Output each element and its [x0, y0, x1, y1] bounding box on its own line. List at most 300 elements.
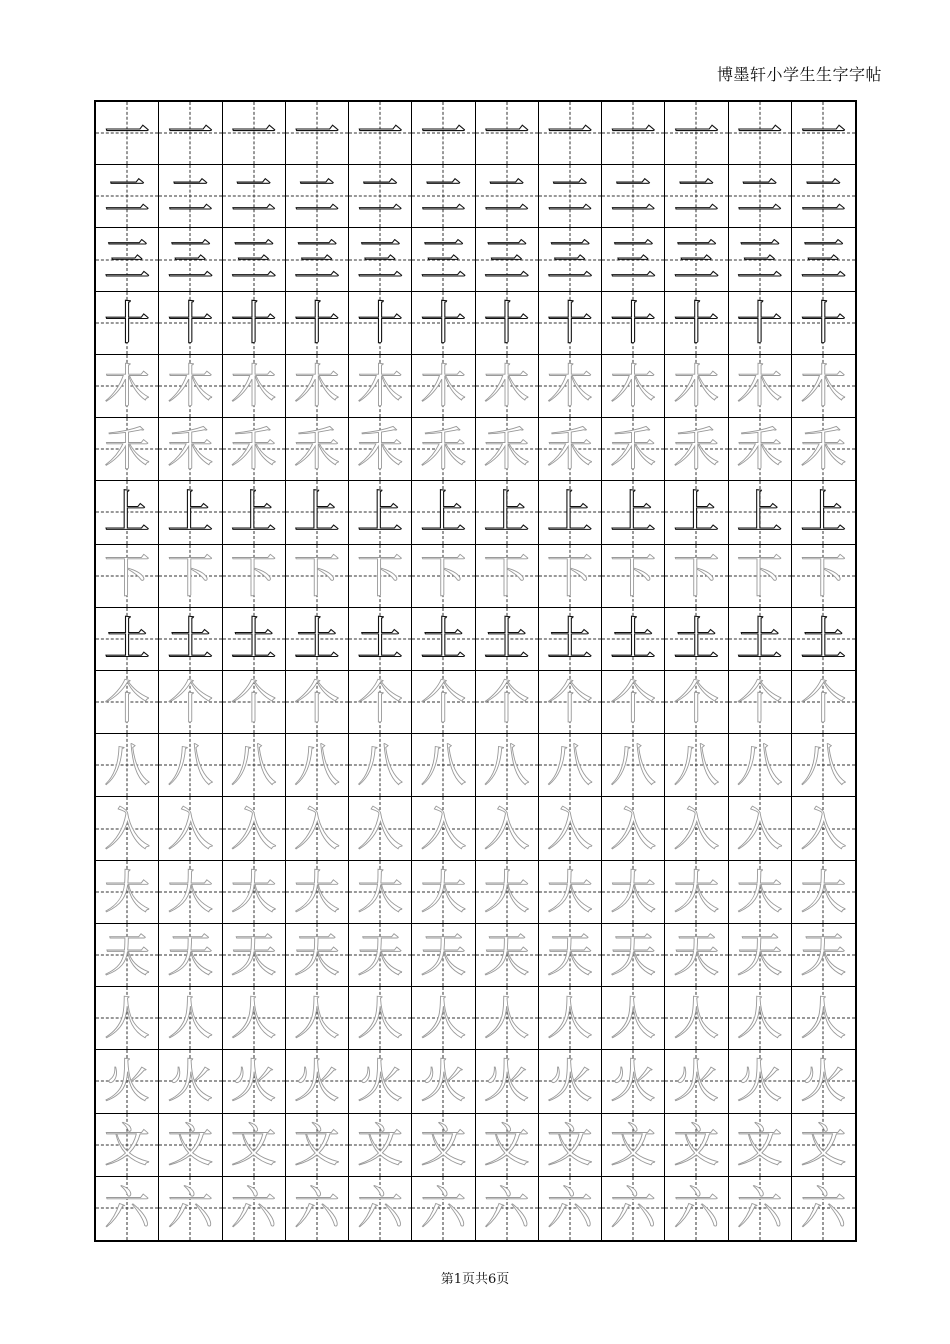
practice-cell — [412, 608, 475, 671]
practice-cell — [96, 481, 159, 544]
practice-cell — [792, 861, 855, 924]
practice-cell — [349, 797, 412, 860]
tracing-character: 上 — [800, 485, 847, 540]
practice-cell — [349, 608, 412, 671]
tracing-character: 入 — [293, 801, 340, 856]
tracing-character: 天 — [800, 927, 847, 982]
practice-cell — [412, 418, 475, 481]
tracing-character: 天 — [167, 927, 214, 982]
tracing-character: 一 — [357, 106, 404, 161]
practice-cell — [286, 545, 349, 608]
tracing-character: 木 — [167, 358, 214, 413]
tracing-character: 入 — [800, 801, 847, 856]
practice-cell — [476, 671, 539, 734]
tracing-character: 火 — [610, 1054, 657, 1109]
tracing-character: 八 — [293, 738, 340, 793]
practice-cell — [665, 481, 728, 544]
practice-cell — [602, 734, 665, 797]
tracing-character: 禾 — [736, 422, 783, 477]
practice-cell — [539, 1114, 602, 1177]
practice-cell — [476, 102, 539, 165]
tracing-character: 六 — [104, 1181, 151, 1236]
tracing-character: 火 — [800, 1054, 847, 1109]
practice-cell — [729, 671, 792, 734]
tracing-character: 上 — [293, 485, 340, 540]
practice-cell — [223, 608, 286, 671]
tracing-character: 个 — [420, 675, 467, 730]
practice-cell — [223, 1177, 286, 1240]
tracing-character: 八 — [800, 738, 847, 793]
tracing-character: 三 — [736, 232, 783, 287]
tracing-character: 大 — [357, 864, 404, 919]
practice-cell — [223, 292, 286, 355]
practice-cell — [665, 987, 728, 1050]
tracing-character: 禾 — [483, 422, 530, 477]
practice-cell — [159, 545, 222, 608]
tracing-character: 上 — [673, 485, 720, 540]
tracing-character: 八 — [104, 738, 151, 793]
practice-cell — [349, 418, 412, 481]
practice-cell — [223, 734, 286, 797]
tracing-character: 禾 — [293, 422, 340, 477]
tracing-character: 一 — [420, 106, 467, 161]
practice-cell — [729, 545, 792, 608]
practice-cell — [286, 102, 349, 165]
tracing-character: 土 — [293, 611, 340, 666]
tracing-character: 三 — [293, 232, 340, 287]
tracing-character: 木 — [483, 358, 530, 413]
practice-cell — [223, 355, 286, 418]
practice-cell — [539, 545, 602, 608]
tracing-character: 大 — [167, 864, 214, 919]
practice-cell — [96, 924, 159, 987]
practice-cell — [159, 671, 222, 734]
practice-cell — [729, 734, 792, 797]
tracing-character: 土 — [736, 611, 783, 666]
tracing-character: 文 — [673, 1117, 720, 1172]
tracing-character: 上 — [610, 485, 657, 540]
tracing-character: 人 — [673, 991, 720, 1046]
tracing-character: 木 — [357, 358, 404, 413]
practice-cell — [476, 481, 539, 544]
tracing-character: 个 — [357, 675, 404, 730]
tracing-character: 上 — [546, 485, 593, 540]
practice-cell — [665, 608, 728, 671]
tracing-character: 文 — [546, 1117, 593, 1172]
tracing-character: 火 — [167, 1054, 214, 1109]
tracing-character: 个 — [546, 675, 593, 730]
practice-cell — [349, 987, 412, 1050]
practice-cell — [286, 608, 349, 671]
practice-cell — [665, 355, 728, 418]
tracing-character: 人 — [104, 991, 151, 1046]
tracing-character: 二 — [546, 169, 593, 224]
tracing-character: 文 — [610, 1117, 657, 1172]
tracing-character: 大 — [483, 864, 530, 919]
tracing-character: 六 — [610, 1181, 657, 1236]
practice-cell — [476, 608, 539, 671]
tracing-character: 火 — [546, 1054, 593, 1109]
tracing-character: 六 — [546, 1181, 593, 1236]
tracing-character: 大 — [610, 864, 657, 919]
tracing-character: 土 — [230, 611, 277, 666]
tracing-character: 木 — [610, 358, 657, 413]
tracing-character: 上 — [104, 485, 151, 540]
tracing-character: 天 — [230, 927, 277, 982]
tracing-character: 六 — [167, 1181, 214, 1236]
tracing-character: 八 — [230, 738, 277, 793]
tracing-character: 木 — [104, 358, 151, 413]
practice-cell — [792, 545, 855, 608]
tracing-character: 文 — [800, 1117, 847, 1172]
tracing-character: 上 — [420, 485, 467, 540]
practice-cell — [539, 987, 602, 1050]
tracing-character: 上 — [230, 485, 277, 540]
practice-cell — [286, 797, 349, 860]
tracing-character: 三 — [610, 232, 657, 287]
tracing-character: 八 — [167, 738, 214, 793]
practice-cell — [729, 165, 792, 228]
tracing-character: 一 — [483, 106, 530, 161]
practice-cell — [539, 797, 602, 860]
tracing-character: 土 — [673, 611, 720, 666]
tracing-character: 六 — [800, 1181, 847, 1236]
practice-cell — [792, 481, 855, 544]
tracing-character: 下 — [800, 548, 847, 603]
tracing-character: 六 — [736, 1181, 783, 1236]
practice-cell — [349, 1050, 412, 1113]
practice-cell — [729, 481, 792, 544]
tracing-character: 天 — [610, 927, 657, 982]
tracing-character: 文 — [483, 1117, 530, 1172]
tracing-character: 入 — [230, 801, 277, 856]
tracing-character: 六 — [483, 1181, 530, 1236]
practice-cell — [476, 355, 539, 418]
practice-cell — [286, 734, 349, 797]
tracing-character: 土 — [104, 611, 151, 666]
tracing-character: 大 — [104, 864, 151, 919]
tracing-character: 禾 — [357, 422, 404, 477]
tracing-character: 三 — [230, 232, 277, 287]
practice-cell — [412, 987, 475, 1050]
tracing-character: 天 — [104, 927, 151, 982]
practice-cell — [286, 1177, 349, 1240]
practice-cell — [96, 102, 159, 165]
tracing-character: 禾 — [673, 422, 720, 477]
practice-cell — [349, 924, 412, 987]
practice-cell — [792, 1177, 855, 1240]
tracing-character: 十 — [546, 295, 593, 350]
practice-cell — [602, 228, 665, 291]
practice-cell — [223, 165, 286, 228]
practice-cell — [539, 1177, 602, 1240]
practice-cell — [539, 165, 602, 228]
practice-cell — [96, 1177, 159, 1240]
tracing-character: 禾 — [546, 422, 593, 477]
practice-cell — [349, 734, 412, 797]
practice-cell — [412, 1177, 475, 1240]
tracing-character: 十 — [610, 295, 657, 350]
practice-cell — [665, 797, 728, 860]
tracing-character: 人 — [610, 991, 657, 1046]
tracing-character: 禾 — [420, 422, 467, 477]
practice-cell — [539, 418, 602, 481]
practice-cell — [665, 1050, 728, 1113]
practice-cell — [729, 608, 792, 671]
tracing-character: 十 — [420, 295, 467, 350]
tracing-character: 文 — [104, 1117, 151, 1172]
tracing-character: 八 — [546, 738, 593, 793]
practice-cell — [349, 861, 412, 924]
practice-cell — [349, 481, 412, 544]
practice-cell — [159, 1177, 222, 1240]
practice-cell — [602, 987, 665, 1050]
practice-cell — [539, 102, 602, 165]
practice-cell — [602, 797, 665, 860]
tracing-character: 十 — [800, 295, 847, 350]
tracing-character: 八 — [357, 738, 404, 793]
practice-cell — [729, 987, 792, 1050]
tracing-character: 十 — [483, 295, 530, 350]
practice-cell — [476, 734, 539, 797]
tracing-character: 火 — [673, 1054, 720, 1109]
tracing-character: 一 — [230, 106, 277, 161]
practice-cell — [602, 102, 665, 165]
tracing-character: 一 — [736, 106, 783, 161]
tracing-character: 下 — [673, 548, 720, 603]
practice-cell — [792, 228, 855, 291]
tracing-character: 三 — [420, 232, 467, 287]
practice-cell — [602, 608, 665, 671]
practice-cell — [539, 292, 602, 355]
tracing-character: 入 — [420, 801, 467, 856]
practice-cell — [539, 671, 602, 734]
tracing-character: 个 — [800, 675, 847, 730]
tracing-character: 大 — [293, 864, 340, 919]
practice-cell — [96, 165, 159, 228]
practice-cell — [539, 608, 602, 671]
practice-cell — [665, 228, 728, 291]
practice-cell — [539, 924, 602, 987]
tracing-character: 一 — [800, 106, 847, 161]
practice-cell — [96, 545, 159, 608]
tracing-character: 人 — [800, 991, 847, 1046]
practice-cell — [602, 355, 665, 418]
tracing-character: 十 — [167, 295, 214, 350]
practice-cell — [729, 355, 792, 418]
practice-cell — [96, 987, 159, 1050]
tracing-character: 下 — [483, 548, 530, 603]
tracing-character: 禾 — [104, 422, 151, 477]
practice-cell — [792, 987, 855, 1050]
practice-cell — [792, 1050, 855, 1113]
practice-cell — [159, 987, 222, 1050]
practice-cell — [729, 102, 792, 165]
tracing-character: 大 — [800, 864, 847, 919]
practice-cell — [792, 734, 855, 797]
tracing-character: 一 — [167, 106, 214, 161]
practice-cell — [665, 545, 728, 608]
practice-cell — [602, 861, 665, 924]
practice-cell — [412, 292, 475, 355]
practice-cell — [792, 292, 855, 355]
tracing-character: 大 — [673, 864, 720, 919]
tracing-character: 土 — [167, 611, 214, 666]
practice-cell — [602, 671, 665, 734]
tracing-character: 天 — [546, 927, 593, 982]
tracing-character: 禾 — [610, 422, 657, 477]
practice-cell — [286, 165, 349, 228]
practice-cell — [223, 1114, 286, 1177]
tracing-character: 二 — [293, 169, 340, 224]
tracing-character: 火 — [293, 1054, 340, 1109]
tracing-character: 木 — [420, 358, 467, 413]
practice-cell — [159, 165, 222, 228]
page-number: 第1页共6页 — [440, 1272, 510, 1287]
tracing-character: 火 — [357, 1054, 404, 1109]
practice-cell — [159, 608, 222, 671]
practice-cell — [792, 418, 855, 481]
practice-cell — [792, 355, 855, 418]
practice-cell — [476, 418, 539, 481]
tracing-character: 二 — [104, 169, 151, 224]
practice-cell — [159, 861, 222, 924]
practice-cell — [729, 924, 792, 987]
practice-cell — [665, 861, 728, 924]
practice-cell — [476, 987, 539, 1050]
tracing-character: 大 — [736, 864, 783, 919]
tracing-character: 天 — [673, 927, 720, 982]
tracing-character: 入 — [483, 801, 530, 856]
tracing-character: 三 — [800, 232, 847, 287]
tracing-character: 木 — [230, 358, 277, 413]
practice-grid — [96, 102, 855, 1240]
tracing-character: 个 — [293, 675, 340, 730]
practice-cell — [96, 1050, 159, 1113]
tracing-character: 下 — [420, 548, 467, 603]
tracing-character: 一 — [293, 106, 340, 161]
tracing-character: 木 — [736, 358, 783, 413]
tracing-character: 个 — [483, 675, 530, 730]
practice-cell — [665, 418, 728, 481]
practice-cell — [476, 924, 539, 987]
tracing-character: 二 — [483, 169, 530, 224]
tracing-character: 三 — [167, 232, 214, 287]
practice-cell — [792, 165, 855, 228]
practice-cell — [223, 228, 286, 291]
practice-cell — [96, 608, 159, 671]
tracing-character: 文 — [736, 1117, 783, 1172]
practice-cell — [539, 228, 602, 291]
practice-cell — [159, 1114, 222, 1177]
tracing-character: 大 — [546, 864, 593, 919]
practice-cell — [286, 418, 349, 481]
practice-cell — [223, 545, 286, 608]
tracing-character: 下 — [736, 548, 783, 603]
practice-cell — [602, 1050, 665, 1113]
tracing-character: 大 — [230, 864, 277, 919]
practice-cell — [476, 165, 539, 228]
practice-cell — [665, 1177, 728, 1240]
practice-cell — [223, 671, 286, 734]
practice-cell — [602, 481, 665, 544]
practice-cell — [286, 1114, 349, 1177]
tracing-character: 土 — [546, 611, 593, 666]
practice-cell — [159, 355, 222, 418]
tracing-character: 二 — [736, 169, 783, 224]
practice-cell — [539, 481, 602, 544]
practice-cell — [412, 102, 475, 165]
tracing-character: 一 — [546, 106, 593, 161]
practice-cell — [159, 1050, 222, 1113]
practice-cell — [223, 987, 286, 1050]
tracing-character: 三 — [673, 232, 720, 287]
tracing-character: 土 — [420, 611, 467, 666]
tracing-character: 火 — [736, 1054, 783, 1109]
tracing-character: 文 — [230, 1117, 277, 1172]
practice-cell — [602, 924, 665, 987]
practice-cell — [96, 734, 159, 797]
tracing-character: 下 — [293, 548, 340, 603]
tracing-character: 上 — [167, 485, 214, 540]
practice-cell — [729, 418, 792, 481]
tracing-character: 六 — [673, 1181, 720, 1236]
practice-cell — [665, 671, 728, 734]
practice-cell — [223, 418, 286, 481]
tracing-character: 六 — [357, 1181, 404, 1236]
practice-cell — [159, 797, 222, 860]
tracing-character: 二 — [357, 169, 404, 224]
practice-cell — [96, 292, 159, 355]
tracing-character: 二 — [420, 169, 467, 224]
practice-cell — [792, 671, 855, 734]
practice-cell — [349, 228, 412, 291]
tracing-character: 禾 — [230, 422, 277, 477]
tracing-character: 个 — [673, 675, 720, 730]
tracing-character: 三 — [104, 232, 151, 287]
practice-cell — [159, 481, 222, 544]
tracing-character: 二 — [673, 169, 720, 224]
practice-cell — [223, 924, 286, 987]
practice-cell — [412, 861, 475, 924]
tracing-character: 一 — [610, 106, 657, 161]
practice-cell — [476, 861, 539, 924]
practice-cell — [159, 734, 222, 797]
tracing-character: 八 — [736, 738, 783, 793]
practice-cell — [412, 734, 475, 797]
tracing-character: 文 — [420, 1117, 467, 1172]
practice-cell — [476, 1177, 539, 1240]
practice-cell — [159, 292, 222, 355]
practice-cell — [729, 228, 792, 291]
practice-cell — [602, 418, 665, 481]
practice-cell — [412, 797, 475, 860]
practice-cell — [349, 355, 412, 418]
practice-cell — [286, 481, 349, 544]
tracing-character: 土 — [483, 611, 530, 666]
tracing-character: 入 — [673, 801, 720, 856]
practice-cell — [96, 861, 159, 924]
tracing-character: 火 — [230, 1054, 277, 1109]
practice-cell — [223, 102, 286, 165]
practice-cell — [412, 924, 475, 987]
tracing-character: 入 — [736, 801, 783, 856]
practice-cell — [476, 1050, 539, 1113]
tracing-character: 六 — [420, 1181, 467, 1236]
tracing-character: 二 — [800, 169, 847, 224]
tracing-character: 八 — [483, 738, 530, 793]
practice-cell — [729, 797, 792, 860]
